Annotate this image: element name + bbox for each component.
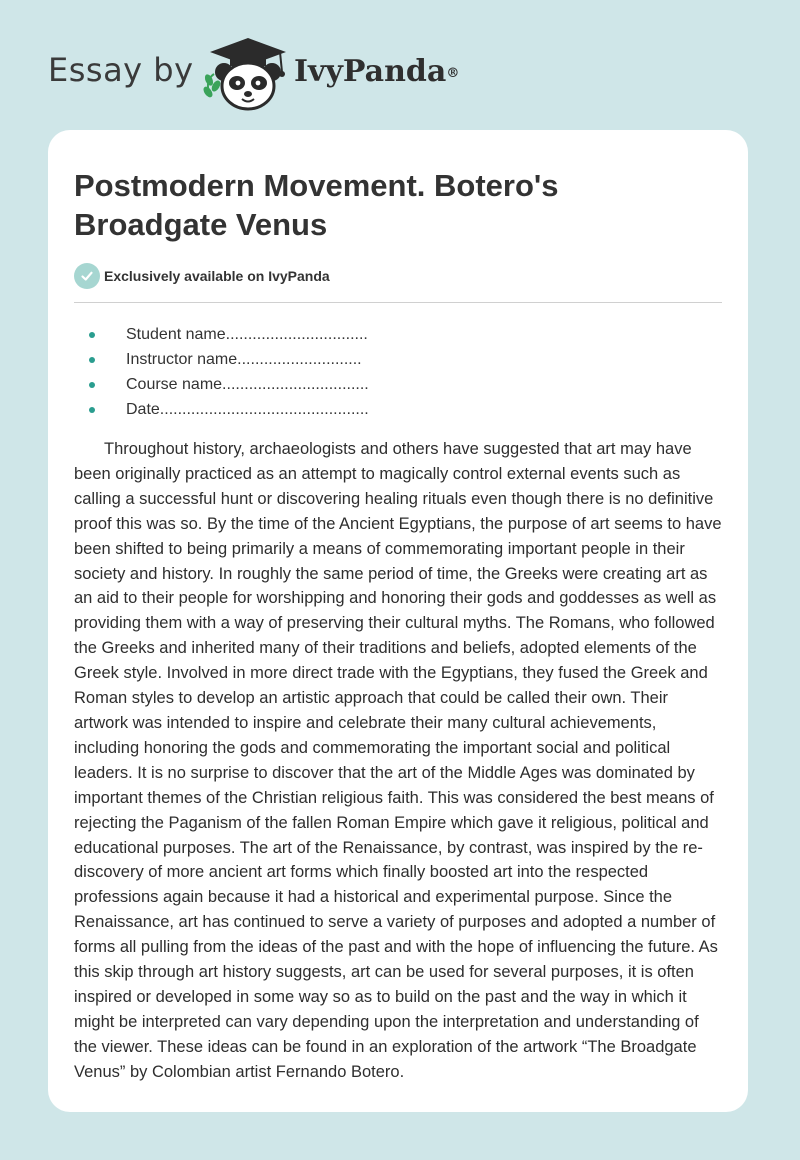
bullet-icon	[89, 407, 95, 413]
site-header	[0, 0, 800, 120]
list-item	[74, 397, 369, 422]
course-name-field: Course name.................................	[126, 376, 369, 393]
check-circle-icon	[74, 263, 100, 289]
divider	[74, 302, 722, 303]
essay-paragraph: Throughout history, archaeologists and others have suggested that art may have been originally practiced as an attempt to magically control external events such as calling a successful hunt or discovering healing rituals even though there is no definitive proof this was so. By the time of the Ancient Egyptians, the purpose of art seems to have been shifted to being primarily a means of commemorating important people in their society and history. In roughly the same period of time, the Greeks were creating art as an aid to their people for worshipping and honoring their gods and goddesses as well as providing them with a way of preserving their cultural myths. The Romans, who followed the Greeks and inherited many of their traditions and beliefs, adopted elements of the Greek style. Involved in more direct trade with the Egyptians, they fused the Greek and Roman styles to develop an artistic approach that could be called their own. Their artwork was intended to inspire and celebrate their many cultural achievements, including honoring the gods and commemorating the important social and political leaders. It is no surprise to discover that the art of the Middle Ages was dominated by important themes of the Christian religious faith. This was considered the best means of rejecting the Paganism of the fallen Roman Empire which gave it religious, political and educational purposes. The art of the Renaissance, by contrast, was inspired by the re-discovery of more ancient art forms which finally boosted art into the respected professions again because it had a historical and experimental purpose. Since the Renaissance, art has continued to serve a variety of purposes and adopted a number of forms all pulling from the ideas of the past and with the hope of influencing the future. As this skip through art history suggests, art can be used for several purposes, it is often inspired or developed in some way so as to build on the past and the way in which it might be interpreted can vary depending upon the interpretation and understanding of the viewer. These ideas can be found in an exploration of the artwork “The Broadgate Venus” by Colombian artist Fernando Botero.	[74, 440, 722, 1081]
document-card	[48, 130, 748, 1112]
brand-name[interactable]	[294, 52, 459, 92]
instructor-name-field: Instructor name............................	[126, 351, 362, 368]
essay-by-label: Essay by	[48, 51, 194, 89]
bullet-icon	[89, 382, 95, 388]
exclusive-badge-label: Exclusively available on IvyPanda	[104, 268, 330, 284]
page-title: Postmodern Movement. Botero's Broadgate Venus	[74, 168, 559, 242]
list-item	[74, 372, 369, 397]
list-item	[74, 347, 369, 372]
list-item	[74, 322, 369, 347]
student-name-field: Student name................................	[126, 326, 368, 343]
date-field: Date...............................................	[126, 401, 369, 418]
exclusive-badge	[74, 263, 330, 289]
panda-logo-icon[interactable]	[200, 36, 290, 112]
student-info-list	[74, 322, 369, 422]
registered-mark: ®	[446, 66, 460, 81]
brand-name-text: IvyPanda	[294, 54, 447, 89]
bullet-icon	[89, 357, 95, 363]
bullet-icon	[89, 332, 95, 338]
